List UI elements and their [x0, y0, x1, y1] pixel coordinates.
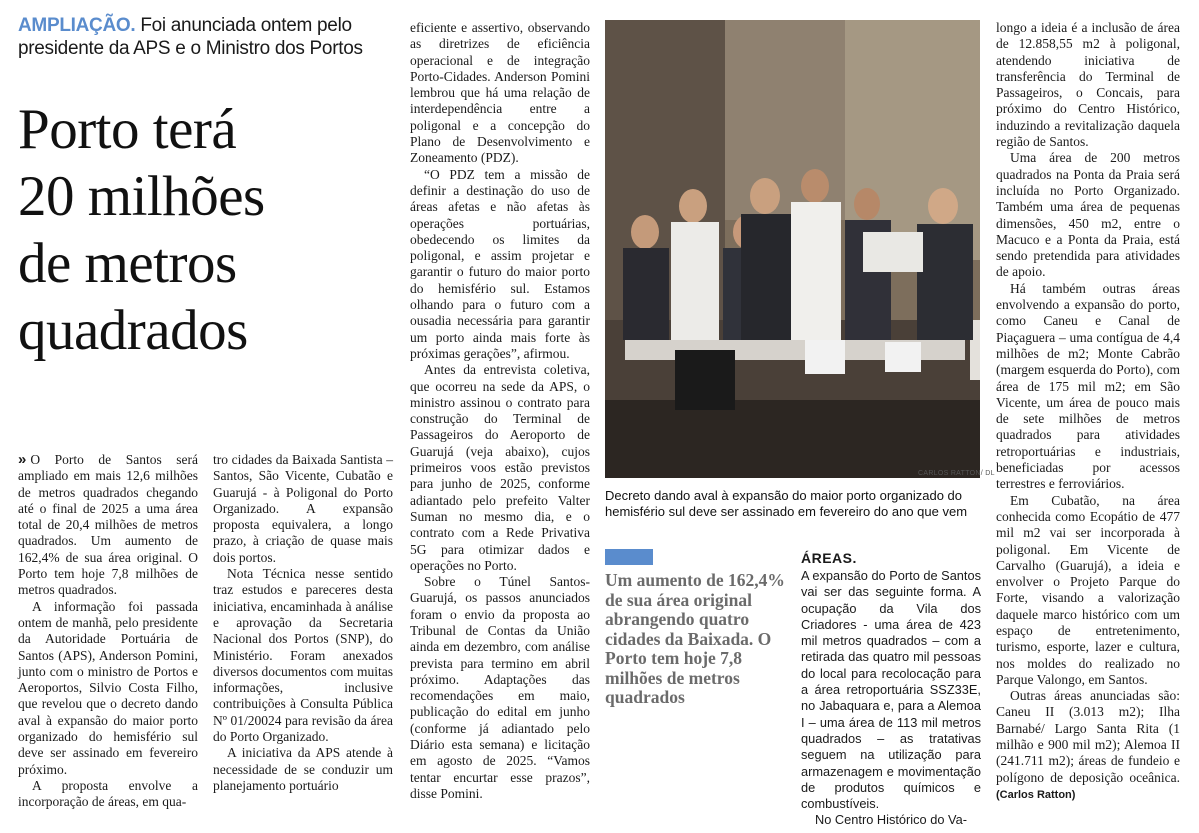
- photo-caption: Decreto dando aval à expansão do maior porto organizado do hemisfério sul deve ser assinado em fevereiro do ano que vem: [605, 488, 968, 519]
- paragraph: longo a ideia é a inclusão de área de 12.858,55 m2 à poligonal, atendendo iniciativa de transferência do Terminal de Passageiros, o Concais, para próximo do Centro Histórico, induzindo a revitalização daquela região de Santos.: [996, 20, 1180, 150]
- headline-line-3: de metros: [18, 232, 237, 295]
- kicker-text: Foi anunciada ontem pelo presidente da APS e o Ministro dos Portos: [18, 15, 363, 59]
- paragraph: Sobre o Túnel Santos-Guarujá, os passos anunciados foram o envio da proposta ao Tribunal de Contas da União ainda em dezembro, com análise prevista para termino em abril próximo. Adaptações das recomendações em maio, publicação do edital em junho (conforme já adiantado pelo Diário esta semana) e licitação em agosto de 2025. “Vamos tentar encurtar esse prazos”, disse Pomini.: [410, 574, 590, 801]
- headline: [18, 96, 398, 364]
- author-signature: (Carlos Ratton): [996, 788, 1076, 801]
- headline-line-2: 20 milhões: [18, 165, 265, 228]
- kicker: [18, 14, 398, 60]
- paragraph: A proposta envolve a incorporação de áreas, em qua-: [18, 777, 198, 810]
- news-photo: [605, 20, 980, 478]
- article-column-1: [18, 452, 198, 811]
- paragraph: A expansão do Porto de Santos vai ser das seguinte forma. A ocupação da Vila dos Criadores - uma área de 423 mil metros quadrados – com a retirada das quatro mil pessoas do local para recolocação para a área retroportuária SSZ33E, no Jabaquara e, para a Alemoa I – uma área de 113 mil metros quadrados – as tratativas seguem na utilização para armazenagem e movimentação de produtos químicos e combustíveis.: [801, 568, 981, 812]
- pullquote: Um aumento de 162,4% de sua área original abrangendo quatro cidades da Baixada. O Porto tem hoje 7,8 milhões de metros quadrados: [605, 570, 785, 707]
- paragraph: “O PDZ tem a missão de definir a destinação do uso de áreas afetas e não afetas às operações portuárias, obedecendo os limites da poligonal, e assim projetar e garantir o futuro do maior porto do hemisfério sul. Estamos olhando para o futuro com a ousadia necessária para garantir um porto ainda mais forte às próximas gerações”, afirmou.: [410, 166, 590, 361]
- article-column-3: [410, 20, 590, 802]
- paragraph: Antes da entrevista coletiva, que ocorreu na sede da APS, o ministro assinou o contrato para construção do Terminal de Passageiros do Aeroporto de Guarujá (veja abaixo), cujos primeiros voos estão previstos para junho de 2025, conforme adiantado pelo prefeito Valter Suman no mesmo dia, e o contrato com a Rede Privativa 5G para otimizar dados e operações no Porto.: [410, 362, 590, 573]
- paragraph: eficiente e assertivo, observando as diretrizes de eficiência operacional e de integração Porto-Cidades. Anderson Pomini lembrou que há uma relação de interdependência entre a poligonal e a concepção do Plano de Desenvolvimento e Zoneamento (PDZ).: [410, 20, 590, 166]
- subhead-areas: ÁREAS.: [801, 550, 857, 566]
- article-column-2: [213, 452, 393, 794]
- kicker-tag: AMPLIAÇÃO.: [18, 15, 136, 36]
- photo-credit: CARLOS RATTON/ DL: [918, 470, 995, 477]
- paragraph: Outras áreas anunciadas são: Caneu II (3.013 m2); Ilha Barnabé/ Largo Santa Rita (1 milhão e 900 mil m2); Alemoa II (241.711 m2); áreas de fundeio e polígono de deposição oceânica. (Carlos Ratton): [996, 688, 1180, 801]
- paragraph: tro cidades da Baixada Santista – Santos, São Vicente, Cubatão e Guarujá - à Poligonal do Porto Organizado. A expansão proposta equivalera, a longo prazo, à criação de quase mais dois portos.: [213, 452, 393, 565]
- headline-line-4: quadrados: [18, 299, 248, 362]
- paragraph: Nota Técnica nesse sentido traz estudos e pareceres desta iniciativa, encaminhada à análise e aprovação da Secretaria Nacional dos Portos (SNP), do Ministério. Foram anexados diversos documentos com muitas informações, inclusive contribuições à Consulta Pública Nº 01/20024 para revisão da área do Porto Organizado.: [213, 566, 393, 745]
- paragraph: Uma área de 200 metros quadrados na Ponta da Praia será incluída no Porto Organizado. Também uma área de pequenas dimensões, 450 m2, entre o Macuco e a Ponta da Praia, está sendo pretendida para atividades de apoio.: [996, 150, 1180, 280]
- article-column-5: [801, 568, 981, 829]
- paragraph: A informação foi passada ontem de manhã, pelo presidente da Autoridade Portuária de Santos (APS), Anderson Pomini, junto com o ministro de Portos e Aeroportos, Silvio Costa Filho, que revelou que o decreto dando aval à expansão do maior porto organizado do hemisfério sul deve ser assinado em fevereiro próximo.: [18, 598, 198, 777]
- article-column-6: [996, 20, 1180, 803]
- lead-paragraph: » O Porto de Santos será ampliado em mais 12,6 milhões de metros quadrados chegando até o final de 2025 a uma área total de 20,4 milhões de metros quadrados. Um aumento de 162,4% de sua área original. O Porto tem hoje 7,8 milhões de metros quadrados.: [18, 451, 198, 598]
- photo-illustration: [605, 20, 980, 478]
- pullquote-accent-bar: [605, 549, 653, 565]
- paragraph: Em Cubatão, na área conhecida como Ecopátio de 477 mil m2 vai ser incorporada à poligonal. Em Vicente de Carvalho (Guarujá), a ideia e envolver o Projeto Parque do Forte, visando a valorização daquele marco histórico com um espaço de entretenimento, turismo, esporte, lazer e cultura, nos moldes do realizado no Parque Valongo, em Santos.: [996, 492, 1180, 687]
- paragraph: No Centro Histórico do Va-: [815, 812, 967, 828]
- paragraph: A iniciativa da APS atende à necessidade de se conduzir um planejamento portuário: [213, 745, 393, 793]
- lead-mark: »: [18, 451, 27, 468]
- paragraph: Há também outras áreas envolvendo a expansão do porto, como Caneu e Canal de Piaçaguera – uma contígua de 4,4 milhões de m2; Monte Cabrão (margem esquerda do Porto), com área de 175 mil m2; em São Vicente, um área de pouco mais de sete milhões de metros quadrados para atividades retroportuárias e industriais, beneficiadas por acessos terrestres e ferroviários.: [996, 280, 1180, 492]
- headline-line-1: Porto terá: [18, 98, 237, 161]
